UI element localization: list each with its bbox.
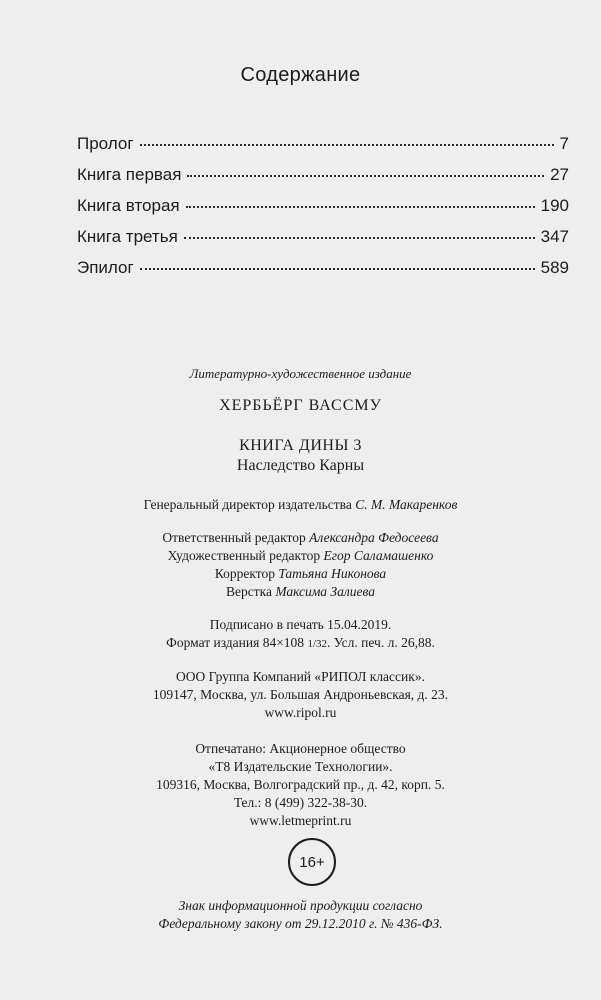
toc-entry-label: Пролог [77, 134, 134, 153]
printer-line-1: Отпечатано: Акционерное общество [195, 741, 406, 756]
art-editor-label: Художественный редактор [167, 548, 321, 563]
toc-entry-page: 190 [540, 196, 569, 215]
age-rating-badge: 16+ [288, 838, 336, 886]
toc-leader-dots [186, 205, 535, 208]
printer-line-2: «Т8 Издательские Технологии». [208, 759, 393, 774]
toc-entry-label: Книга третья [77, 227, 178, 246]
author-name: ХЕРБЬЁРГ ВАССМУ [219, 397, 382, 414]
format-fraction: 1/32 [307, 638, 327, 650]
corrector-line [0, 566, 601, 582]
toc-leader-dots [140, 267, 535, 270]
corrector-label: Корректор [214, 566, 276, 581]
layout-label: Верстка [225, 584, 272, 599]
toc-entry-label: Книга вторая [77, 196, 180, 215]
art-editor-name: Егор Саламашенко [323, 548, 434, 563]
layout-name: Максима Залиева [275, 584, 376, 599]
director-label: Генеральный директор издательства [143, 497, 352, 512]
toc-entry-page: 347 [540, 227, 569, 246]
art-editor-line [0, 548, 601, 564]
printer-website: www.letmeprint.ru [249, 813, 352, 828]
responsible-editor-label: Ответственный редактор [162, 530, 306, 545]
layout-line [0, 584, 601, 600]
toc-entry [77, 165, 569, 196]
toc-leader-dots [184, 236, 535, 239]
signed-for-print: Подписано в печать 15.04.2019. [209, 617, 392, 632]
toc-entry [77, 134, 569, 165]
toc-entry-page: 589 [540, 258, 569, 277]
info-notice-line-1: Знак информационной продукции согласно [178, 898, 423, 913]
toc-entry [77, 196, 569, 227]
publisher-website: www.ripol.ru [264, 705, 337, 720]
toc-entry [77, 258, 569, 289]
publisher-address: 109147, Москва, ул. Большая Андроньевская, д. 23. [152, 687, 449, 702]
director-name: С. М. Макаренков [355, 497, 458, 512]
toc-entry-page: 27 [550, 165, 569, 184]
toc-leader-dots [140, 143, 554, 146]
book-title: КНИГА ДИНЫ 3 [239, 437, 362, 454]
responsible-editor-name: Александра Федосеева [309, 530, 439, 545]
toc-leader-dots [187, 174, 544, 177]
format-text: Формат издания 84×108 [166, 635, 305, 650]
toc-title: Содержание [240, 64, 361, 86]
printer-address: 109316, Москва, Волгоградский пр., д. 42, корп. 5. [156, 777, 445, 792]
director-line [0, 497, 601, 513]
toc-entry-page: 7 [559, 134, 569, 153]
edition-type: Литературно-художественное издание [189, 366, 412, 381]
corrector-name: Татьяна Никонова [278, 566, 387, 581]
table-of-contents [77, 134, 569, 289]
toc-entry-label: Эпилог [77, 258, 134, 277]
toc-entry [77, 227, 569, 258]
printer-phone: Тел.: 8 (499) 322-38-30. [233, 795, 368, 810]
book-subtitle: Наследство Карны [236, 457, 365, 474]
responsible-editor-line [0, 530, 601, 546]
format-rest: . Усл. печ. л. 26,88. [327, 635, 435, 650]
format-line [0, 635, 601, 651]
info-notice-line-2: Федеральному закону от 29.12.2010 г. № 436-ФЗ. [158, 916, 443, 931]
toc-entry-label: Книга первая [77, 165, 182, 184]
publisher-company: ООО Группа Компаний «РИПОЛ классик». [176, 669, 425, 684]
